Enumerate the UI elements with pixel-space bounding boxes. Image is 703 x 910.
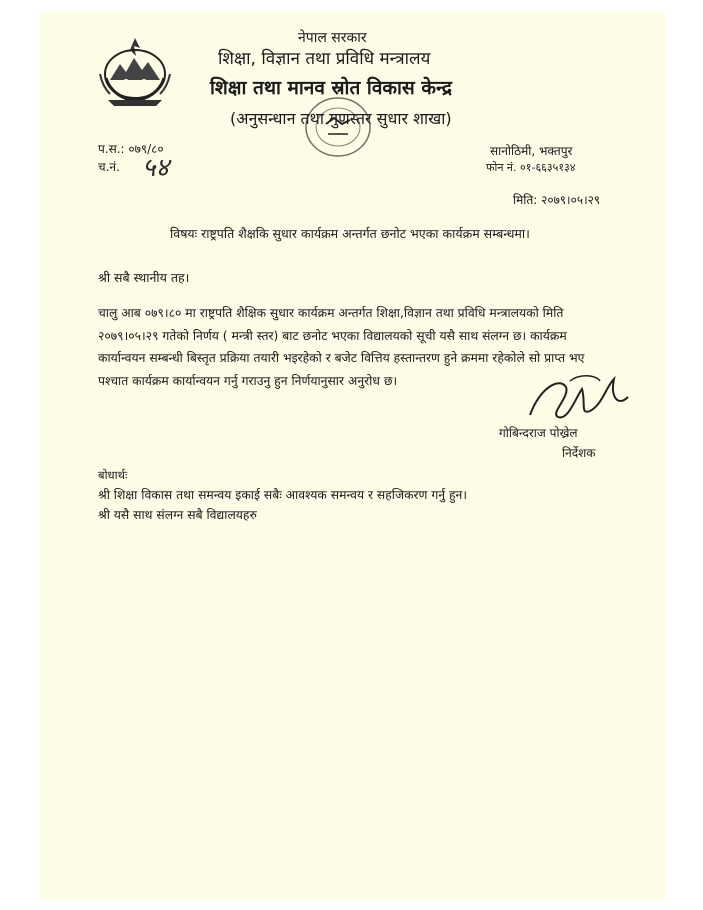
cc-item: श्री शिक्षा विकास तथा समन्वय इकाई सबैः आवश्यक समन्वय र सहजिकरण गर्नु हुन। [98, 488, 468, 502]
letter-date: मिति: २०७९।०५।२९ [513, 193, 601, 207]
letter-number: प.स.: ०७९/८० [98, 142, 164, 156]
cc-label: बोधार्थः [98, 468, 128, 482]
government-name: नेपाल सरकार [298, 30, 367, 46]
nepal-emblem-icon [96, 34, 174, 108]
body-line: चालु आब ०७९।८० मा राष्ट्रपति शैक्षिक सुधार कार्यक्रम अन्तर्गत शिक्षा,विज्ञान तथा प्रविधि मन्त्रालयको मिति [98, 306, 564, 320]
signature-icon [510, 367, 640, 427]
dispatch-number-handwritten: ५४ [142, 153, 170, 183]
office-stamp-icon [302, 94, 374, 160]
office-phone: फोन नं. ०१-६६३५१३४ [486, 161, 576, 174]
body-line: कार्यान्वयन सम्बन्धी बिस्तृत प्रक्रिया तयारी भइरहेको र बजेट वित्तिय हस्तान्तरण हुने क्रममा रहेकोले सो प्राप्त भए [98, 351, 585, 365]
signatory-name: गोबिन्दराज पोख्रेल [499, 426, 578, 440]
branch-name: (अनुसन्धान तथा गुणस्तर सुधार शाखा) [230, 109, 452, 128]
cc-item: श्री यसै साथ संलग्न सबै विद्यालयहरु [98, 508, 257, 522]
office-address: सानोठिमी, भक्तपुर [490, 144, 573, 158]
letter-addressee: श्री सबै स्थानीय तह। [98, 270, 190, 285]
signatory-title: निर्देशक [562, 446, 596, 460]
ministry-name: शिक्षा, विज्ञान तथा प्रविधि मन्त्रालय [218, 49, 431, 69]
body-line: पश्चात कार्यक्रम कार्यान्वयन गर्नु गराउनु हुन निर्णयानुसार अनुरोध छ। [98, 373, 398, 388]
dispatch-label: च.नं. [98, 160, 120, 174]
center-name: शिक्षा तथा मानव स्रोत विकास केन्द्र [210, 77, 452, 99]
letter-subject: विषयः राष्ट्रपति शैक्षकि सुधार कार्यक्रम अन्तर्गत छनोट भएका कार्यक्रम सम्बन्धमा। [170, 226, 530, 241]
letter-page [40, 12, 665, 900]
body-line: २०७९।०५।२९ गतेको निर्णय ( मन्त्री स्तर) बाट छनोट भएका विद्यालयको सूची यसै साथ संलग्न छ। कार्यक्रम [98, 328, 567, 343]
